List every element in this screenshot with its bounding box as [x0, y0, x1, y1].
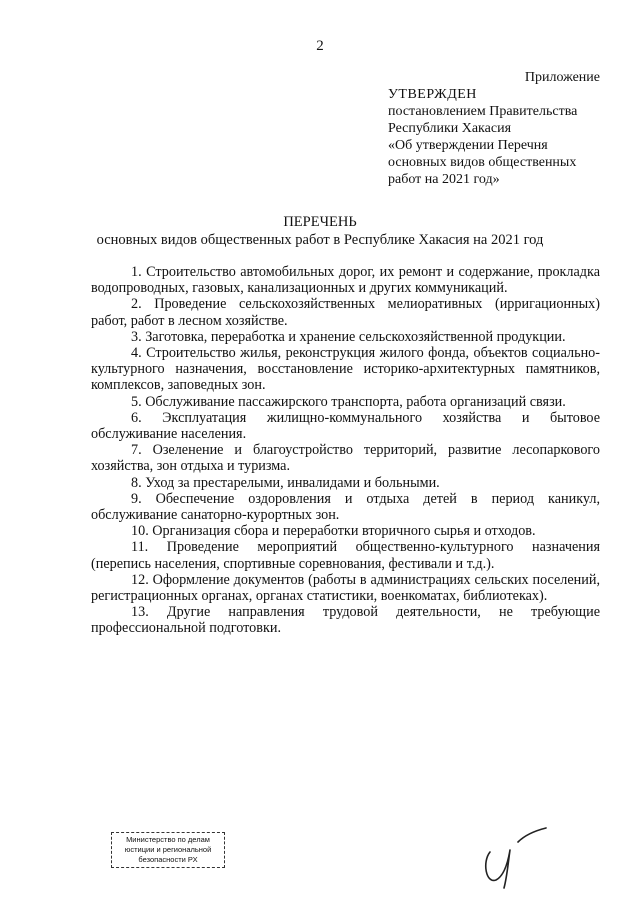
list-item: 6. Эксплуатация жилищно-коммунального хозяйства и бытовое обслуживание населения. — [91, 409, 600, 443]
list-item: 8. Уход за престарелыми, инвалидами и больными. — [131, 474, 440, 491]
list-item: 1. Строительство автомобильных дорог, их ремонт и содержание, прокладка водопроводных, газовых, канализационных и других коммуникаций. — [91, 264, 600, 297]
stamp-line: безопасности РХ — [138, 855, 198, 864]
list-item: 5. Обслуживание пассажирского транспорта, работа организаций связи. — [131, 393, 566, 410]
document-subtitle: основных видов общественных работ в Республике Хакасия на 2021 год — [96, 232, 544, 248]
list-item: 13. Другие направления трудовой деятельности, не требующие профессиональной подготовки. — [91, 604, 600, 637]
registry-stamp — [111, 832, 225, 868]
signature-icon — [478, 822, 558, 892]
page-number: 2 — [316, 38, 324, 54]
list-item: 9. Обеспечение оздоровления и отдыха детей в период каникул, обслуживание санаторно-курортных зон. — [91, 490, 600, 524]
list-item: 11. Проведение мероприятий общественно-культурного назначения (перепись населения, спортивные соревнования, фестивали и т.д.). — [91, 539, 600, 572]
list-item: 10. Организация сбора и переработки вторичного сырья и отходов. — [131, 523, 536, 540]
appendix-label: Приложение — [524, 70, 600, 85]
approval-line: «Об утверждении Перечня — [388, 138, 548, 153]
works-list — [91, 264, 600, 637]
approval-line: основных видов общественных — [388, 155, 577, 170]
approval-line: постановлением Правительства — [388, 104, 578, 119]
approval-line: работ на 2021 год» — [388, 172, 500, 187]
list-item: 12. Оформление документов (работы в администрациях сельских поселений, регистрационных органах, органах статистики, военкоматах, библиотеках). — [91, 571, 600, 605]
approval-block — [388, 86, 577, 188]
list-item: 3. Заготовка, переработка и хранение сельскохозяйственной продукции. — [131, 328, 566, 345]
document-title: ПЕРЕЧЕНЬ — [283, 214, 357, 230]
approval-heading: УТВЕРЖДЕН — [388, 87, 477, 102]
stamp-line: юстиции и региональной — [124, 845, 212, 854]
approval-line: Республики Хакасия — [388, 121, 512, 136]
list-item: 7. Озеленение и благоустройство территорий, развитие лесопаркового хозяйства, зон отдыха и туризма. — [91, 442, 600, 475]
list-item: 4. Строительство жилья, реконструкция жилого фонда, объектов социально-культурного назначения, восстановление историко-архитектурных памятников, комплексов, заповедных зон. — [91, 345, 600, 394]
stamp-line: Министерство по делам — [126, 835, 210, 844]
list-item: 2. Проведение сельскохозяйственных мелиоративных (ирригационных) работ, работ в лесном хозяйстве. — [91, 296, 600, 329]
